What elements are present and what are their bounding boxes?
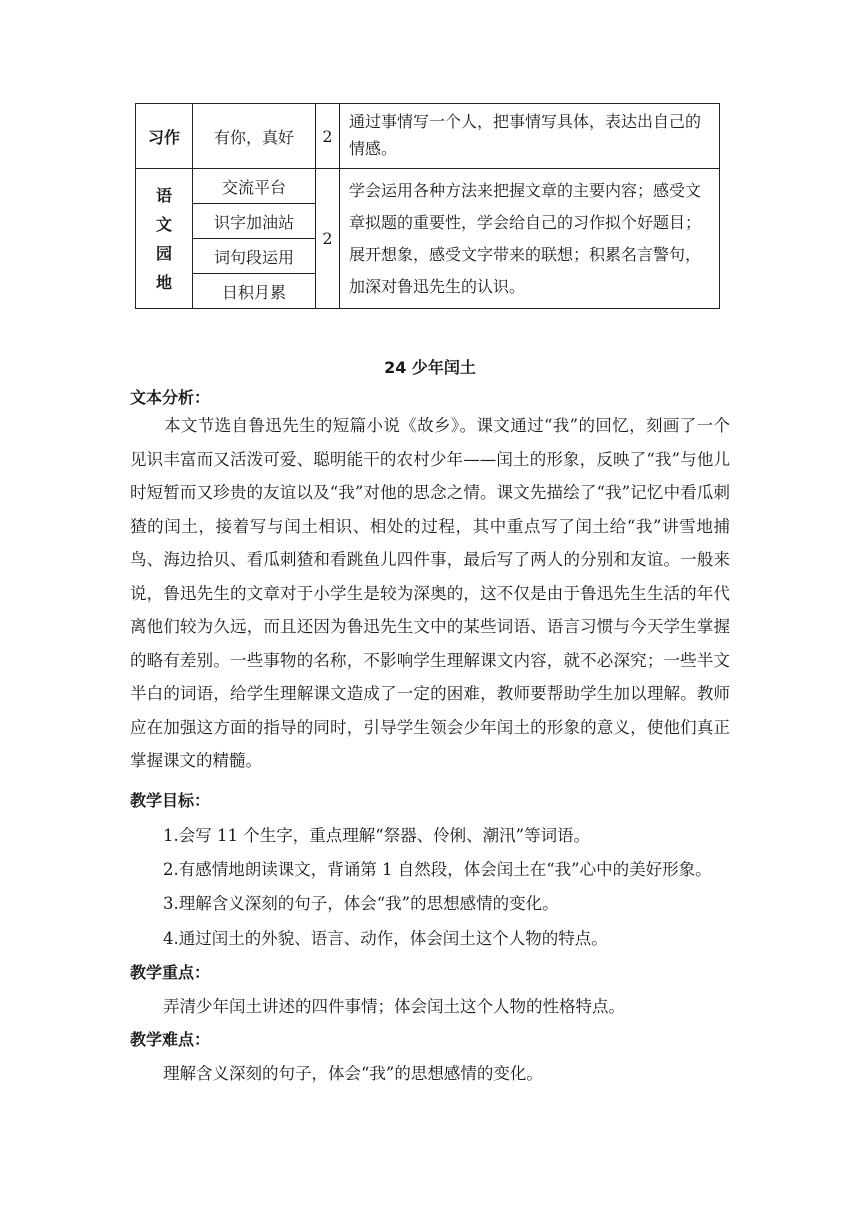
unit-name-cell: 日积月累 <box>193 274 316 309</box>
goals-heading: 教学目标： <box>130 791 211 810</box>
analysis-heading: 文本分析： <box>130 388 211 407</box>
lesson-plan-table <box>135 103 720 309</box>
category-cell <box>136 169 193 309</box>
difficulties-text: 理解含义深刻的句子，体会“我”的思想感情的变化。 <box>163 1064 543 1083</box>
category-cell: 习作 <box>136 104 193 169</box>
unit-name-cell: 有你，真好 <box>193 104 316 169</box>
difficulties-heading: 教学难点： <box>130 1030 211 1049</box>
unit-name-cell: 交流平台 <box>193 169 316 204</box>
hours-cell: 2 <box>316 169 340 309</box>
goal-item: 2.有感情地朗读课文，背诵第 1 自然段，体会闰土在“我”心中的美好形象。 <box>163 860 712 879</box>
key-points-heading: 教学重点： <box>130 963 211 982</box>
goal-item: 3.理解含义深刻的句子，体会“我”的思想感情的变化。 <box>163 894 559 913</box>
description-cell: 通过事情写一个人，把事情写具体，表达出自己的情感。 <box>340 104 720 169</box>
unit-name-cell: 识字加油站 <box>193 204 316 239</box>
hours-cell: 2 <box>316 104 340 169</box>
goal-item: 4.通过闰土的外貌、语言、动作，体会闰土这个人物的特点。 <box>163 929 608 948</box>
category-char: 地 <box>155 272 172 292</box>
lesson-title: 24 少年闰土 <box>384 358 476 377</box>
goal-item: 1.会写 11 个生字，重点理解“祭器、伶俐、潮汛”等词语。 <box>163 826 591 845</box>
key-points-text: 弄清少年闰土讲述的四件事情；体会闰土这个人物的性格特点。 <box>163 997 625 1016</box>
analysis-paragraph: 本文节选自鲁迅先生的短篇小说《故乡》。课文通过“我”的回忆，刻画了一个见识丰富而又活泼可爱、聪明能干的农村少年——闰土的形象，反映了“我”与他儿时短暂而又珍贵的友谊以及“我”对他的思念之情。课文先描绘了“我”记忆中看瓜刺猹的闰土，接着写与闰土相识、相处的过程，其中重点写了闰土给“我”讲雪地捕鸟、海边拾贝、看瓜刺猹和看跳鱼儿四件事，最后写了两人的分别和友谊。一般来说，鲁迅先生的文章对于小学生是较为深奥的，这不仅是由于鲁迅先生生活的年代离他们较为久远，而且还因为鲁迅先生文中的某些词语、语言习惯与今天学生掌握的略有差别。一些事物的名称，不影响学生理解课文内容，就不必深究；一些半文半白的词语，给学生理解课文造成了一定的困难，教师要帮助学生加以理解。教师应在加强这方面的指导的同时，引导学生领会少年闰土的形象的意义，使他们真正掌握课文的精髓。 <box>130 416 730 770</box>
unit-name-cell: 词句段运用 <box>193 239 316 274</box>
category-char: 园 <box>155 243 172 263</box>
table-row <box>136 169 720 204</box>
table-row <box>136 104 720 169</box>
category-char: 语 <box>155 185 172 205</box>
category-char: 文 <box>155 214 172 234</box>
description-cell: 学会运用各种方法来把握文章的主要内容；感受文章拟题的重要性，学会给自己的习作拟个好题目；展开想象，感受文字带来的联想；积累名言警句，加深对鲁迅先生的认识。 <box>340 169 720 309</box>
